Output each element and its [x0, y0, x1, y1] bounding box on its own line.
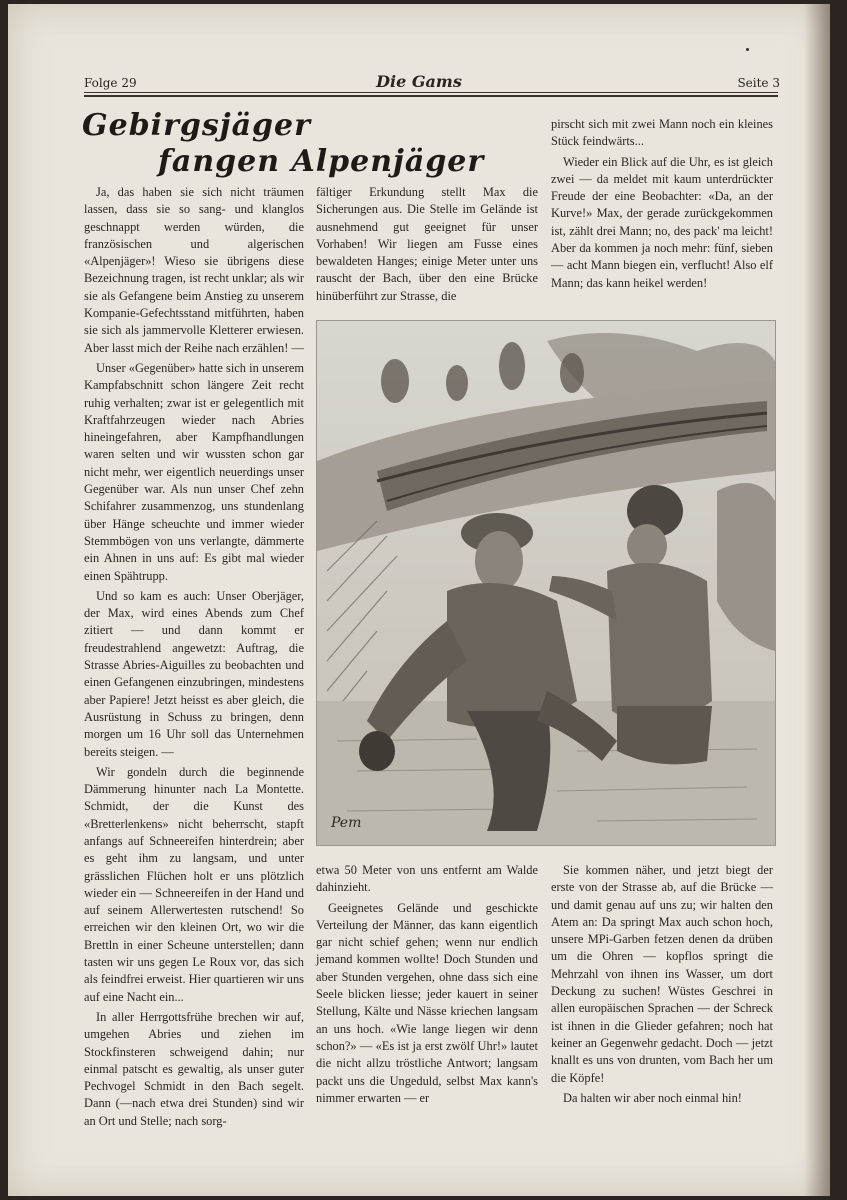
- column-3-top: [551, 116, 773, 295]
- column-2-top: [316, 184, 538, 308]
- page-number: Seite 3: [737, 76, 780, 90]
- paragraph: Und so kam es auch: Unser Oberjäger, der Max, wird eines Abends zum Chef zitiert — und dann kommt er freudestrahlend angewetzt: Auftrag, die Strasse Abries-Aiguilles zu beobachten und einen Gefangenen einzubringen, mindestens aber Papiere! Jetzt heisst es aber gleich, die Ausrüstung in Schuss zu bringen, denn morgen um 16 Uhr soll das Unternehmen bereits steigen. —: [84, 588, 304, 759]
- article-title-line2: fangen Alpenjäger: [158, 144, 485, 179]
- paragraph: fältiger Erkundung stellt Max die Sicherungen aus. Die Stelle im Gelände ist ausnehmend gut geeignet für unser Vorhaben! Wir liegen am Fusse eines bewaldeten Hanges; einige Meter unter uns rauscht der Bach, über den eine Brücke hinüberführt zur Strasse, die: [316, 185, 538, 303]
- header-rule: [84, 92, 778, 93]
- paragraph: Da halten wir aber noch einmal hin!: [563, 1090, 742, 1105]
- paragraph: Sie kommen näher, und jetzt biegt der erste von der Strasse ab, auf die Brücke — und damit genau auf uns zu; wir halten den Atem an: Da springt Max auch schon hoch, unsere MPi-Garben fetzen denen da drüben um die Ohren — kopflos springt die Mehrzahl von ihnen ins Wasser, um dort Deckung zu suchen! Wüstes Geschrei in allen europäischen Sprachen — der Schreck ist ihnen in die Glieder gefahren; noch hat keiner an Gegenwehr gedacht. Doch — jetzt knallt es uns von drunten, vom Bach her um die Köpfe!: [551, 863, 773, 1085]
- illustration-drawing: [317, 321, 775, 845]
- column-3-bottom: [551, 862, 773, 1110]
- paragraph: Unser «Gegenüber» hatte sich in unserem Kampfabschnitt schon längere Zeit recht ruhig verhalten; zwar ist er gelegentlich mit Kraftfahrzeugen wieder nach Abries hineingefahren, aber Kampfhandlungen waren selten und wir wussten schon gar nicht mehr, wer eigentlich neuerdings unser Gegenüber war. Als nun unser Chef zehn Schifahrer zusammenzog, uns stundenlang über Hänge scheuchte und immer wieder Stemmbögen von uns verlangte, dämmerte ein Ahnen in uns auf: Es gibt mal wieder einen Spähtrupp.: [84, 360, 304, 583]
- header-rule-double: [84, 95, 778, 97]
- article-title-line1: Gebirgsjäger: [82, 108, 311, 143]
- column-1: [84, 184, 304, 1133]
- masthead: Die Gams: [376, 72, 462, 91]
- artist-signature: Pem: [331, 815, 362, 831]
- column-2-bottom: [316, 862, 538, 1110]
- speck: [746, 48, 749, 51]
- page-edge-shadow: [804, 4, 830, 1196]
- issue-number: Folge 29: [84, 76, 137, 90]
- illustration-soldiers-in-stream: [316, 320, 776, 846]
- paragraph: etwa 50 Meter von uns entfernt am Walde dahinzieht.: [316, 863, 538, 895]
- paragraph: Ja, das haben sie sich nicht träumen lassen, dass sie so sang- und klanglos geschnappt werden würden, die französischen und algerischen «Alpenjäger»! Wieso sie übrigens diese Bezeichnung tragen, ist recht unklar; als wir sie als Gefangene beim Anstieg zu unserem Kompanie-Gefechtsstand mitführten, haben sie sich als jammervolle Kletterer erwiesen. Aber lasst mich der Reihe nach erzählen! —: [84, 185, 304, 355]
- newspaper-page: [8, 4, 830, 1196]
- paragraph: In aller Herrgottsfrühe brechen wir auf, umgehen Abries und ziehen im Stockfinsteren schweigend dahin; nur einmal patscht es gewaltig, als unser guter Pechvogel Schmidt in den Bach segelt. Dann (—nach etwa drei Stunden) sind wir an Ort und Stelle; nach sorg-: [84, 1009, 304, 1128]
- paragraph: Wir gondeln durch die beginnende Dämmerung hinunter nach La Montette. Schmidt, der die Kunst des «Bretterlenkens» nicht beherrscht, stapft anfangs auf Schneereifen hinterdrein; aber es geht ihm zu langsam, und unter grässlichen Flüchen holt er uns plötzlich wieder ein — Schneereifen in der Hand und auf seinem Allerwertesten rutschend! So erreichen wir den kleinen Ort, wo wir die Brettln in einer Scheune unterstellen; dann tasten wir uns gegen Le Roux vor, das sich als feindfrei erweist. Hier quartieren wir uns auf eine Nacht ein...: [84, 764, 304, 1004]
- paragraph: Geeignetes Gelände und geschickte Verteilung der Männer, das kann eigentlich gar nicht schief gehen; wenn nur endlich jemand kommen wollte! Doch Stunden und aber Stunden vergehen, ohne dass sich eine Seele blicken liesse; jeder kauert in seiner Stellung, Kälte und Nässe kriechen langsam an uns hoch. «Wie lange liegen wir denn schon?» — «Es ist ja erst zwölf Uhr!» lautet die nicht allzu tröstliche Antwort; langsam packt uns die Ungeduld, selbst Max kann's nimmer erwarten — er: [316, 900, 538, 1105]
- paragraph: Wieder ein Blick auf die Uhr, es ist gleich zwei — da meldet mit kaum unterdrückter Freude der eine Beobachter: «Da, an der Kurve!» Max, der gerade zurückgekommen ist, zählt drei Mann; no, des pack' ma leicht! Aber da kommen ja noch mehr: fünf, sieben — acht Mann biegen ein, verflucht! Also elf Mann; das kann heikel werden!: [551, 154, 773, 290]
- paragraph: pirscht sich mit zwei Mann noch ein kleines Stück feindwärts...: [551, 117, 773, 149]
